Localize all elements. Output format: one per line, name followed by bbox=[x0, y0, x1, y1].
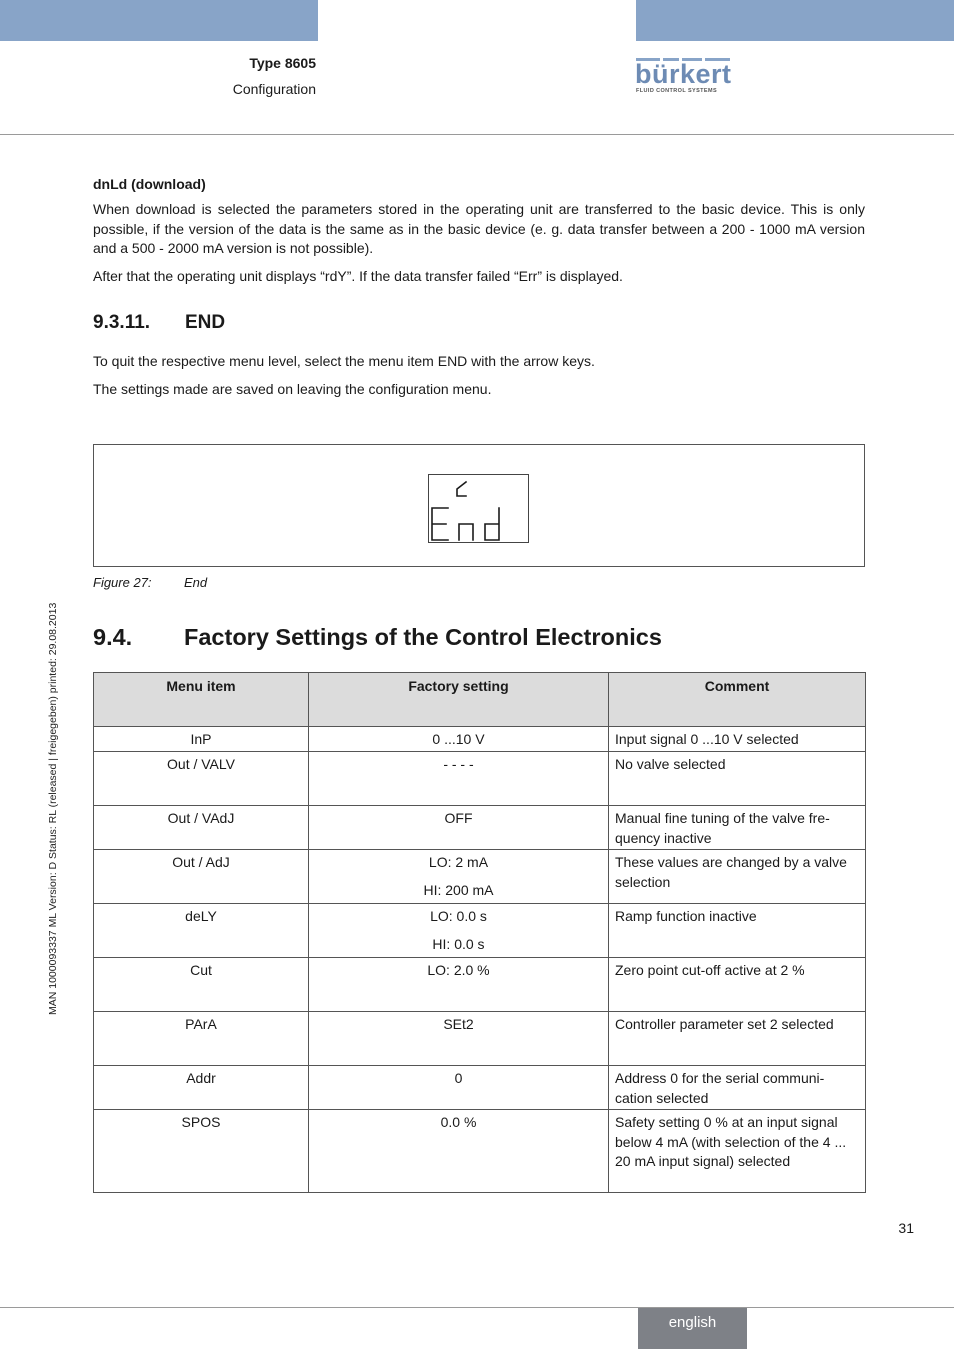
logo-tagline: FLUID CONTROL SYSTEMS bbox=[636, 88, 718, 94]
cell-factory-setting: SEt2 bbox=[309, 1012, 609, 1066]
footer-divider bbox=[0, 1307, 954, 1308]
figure-label: Figure 27: bbox=[93, 575, 152, 590]
cell-comment: Manual fine tuning of the valve fre-quency inactive bbox=[609, 806, 866, 850]
document-type: Type 8605 bbox=[249, 55, 316, 71]
cell-comment: Safety setting 0 % at an input signal below 4 mA (with selection of the 4 ... 20 mA input signal) selected bbox=[609, 1110, 866, 1193]
setting-low-value: LO: 2 mA bbox=[428, 854, 489, 870]
factory-settings-table bbox=[93, 672, 866, 1193]
table-row bbox=[94, 1012, 866, 1066]
lcd-display bbox=[428, 474, 529, 543]
factory-settings-heading bbox=[93, 624, 662, 651]
cell-factory-setting bbox=[309, 850, 609, 904]
factory-section-number: 9.4. bbox=[93, 624, 133, 650]
cell-menu-item: Out / AdJ bbox=[94, 850, 309, 904]
cell-factory-setting: 0 ...10 V bbox=[309, 727, 609, 752]
table-row bbox=[94, 904, 866, 958]
table-row bbox=[94, 752, 866, 806]
download-paragraph-2: After that the operating unit displays “rdY”. If the data transfer failed “Err” is displayed. bbox=[93, 267, 623, 284]
cell-menu-item: Cut bbox=[94, 958, 309, 1012]
cell-factory-setting: LO: 2.0 % bbox=[309, 958, 609, 1012]
document-section: Configuration bbox=[232, 81, 316, 97]
cell-factory-setting: 0 bbox=[309, 1066, 609, 1110]
cell-comment: These values are changed by a valve selection bbox=[609, 850, 866, 904]
lcd-letter-e bbox=[432, 508, 448, 540]
cell-menu-item: SPOS bbox=[94, 1110, 309, 1193]
header-bar-right bbox=[636, 0, 954, 41]
cell-comment: No valve selected bbox=[609, 752, 866, 806]
end-section-heading bbox=[93, 312, 865, 334]
col-header-factory-setting: Factory setting bbox=[309, 673, 609, 727]
col-header-comment: Comment bbox=[609, 673, 866, 727]
figure-title: End bbox=[184, 575, 208, 590]
cell-factory-setting: - - - - bbox=[309, 752, 609, 806]
lcd-letter-n bbox=[459, 524, 473, 540]
end-paragraph-1: To quit the respective menu level, select the menu item END with the arrow keys. bbox=[93, 353, 595, 369]
document-metadata-vertical: MAN 1000093337 ML Version: D Status: RL (released | freigegeben) printed: 29.08.2013 bbox=[47, 602, 59, 1015]
download-paragraph-1: When download is selected the parameters stored in the operating unit are transferred to the basic device. This is only possible, if the version of the data is the same as in the basic device (e. g. data transfer between a 200 - 1000 mA version and a 500 - 2000 mA version is not possible). bbox=[93, 201, 865, 256]
cell-comment: Controller parameter set 2 selected bbox=[609, 1012, 866, 1066]
cell-menu-item: PArA bbox=[94, 1012, 309, 1066]
cell-menu-item: Addr bbox=[94, 1066, 309, 1110]
end-section-number: 9.3.11. bbox=[93, 312, 151, 333]
cell-comment: Ramp function inactive bbox=[609, 904, 866, 958]
setting-low-value: LO: 0.0 s bbox=[430, 908, 487, 924]
page-number: 31 bbox=[898, 1220, 914, 1236]
cell-menu-item: Out / VALV bbox=[94, 752, 309, 806]
setting-high-value: HI: 0.0 s bbox=[432, 935, 485, 952]
setting-high-value: HI: 200 mA bbox=[423, 881, 494, 898]
cell-menu-item: InP bbox=[94, 727, 309, 752]
end-section-title: END bbox=[185, 312, 226, 333]
download-heading: dnLd (download) bbox=[93, 176, 206, 192]
figure-caption bbox=[93, 575, 207, 590]
language-tab: english bbox=[638, 1308, 747, 1349]
header-bar-left bbox=[0, 0, 318, 41]
lcd-end-segments bbox=[429, 475, 528, 542]
table-row bbox=[94, 727, 866, 752]
cell-menu-item: Out / VAdJ bbox=[94, 806, 309, 850]
header-divider bbox=[0, 134, 954, 135]
end-paragraph-2: The settings made are saved on leaving the configuration menu. bbox=[93, 380, 492, 397]
cell-factory-setting: OFF bbox=[309, 806, 609, 850]
factory-section-title: Factory Settings of the Control Electronics bbox=[184, 624, 662, 650]
cell-factory-setting bbox=[309, 904, 609, 958]
table-row bbox=[94, 1066, 866, 1110]
logo-wordmark: bürkert bbox=[635, 59, 732, 89]
table-header-row bbox=[94, 673, 866, 727]
figure-end-frame bbox=[93, 444, 865, 567]
lcd-letter-d bbox=[485, 508, 499, 540]
table-row bbox=[94, 958, 866, 1012]
table-row bbox=[94, 806, 866, 850]
main-content bbox=[93, 176, 865, 407]
cell-comment: Input signal 0 ...10 V selected bbox=[609, 727, 866, 752]
table-row bbox=[94, 1110, 866, 1193]
cell-comment: Zero point cut-off active at 2 % bbox=[609, 958, 866, 1012]
cell-menu-item: deLY bbox=[94, 904, 309, 958]
arrow-return-icon bbox=[457, 482, 466, 496]
cell-factory-setting: 0.0 % bbox=[309, 1110, 609, 1193]
col-header-menu-item: Menu item bbox=[94, 673, 309, 727]
cell-comment: Address 0 for the serial communi-cation selected bbox=[609, 1066, 866, 1110]
table-row bbox=[94, 850, 866, 904]
